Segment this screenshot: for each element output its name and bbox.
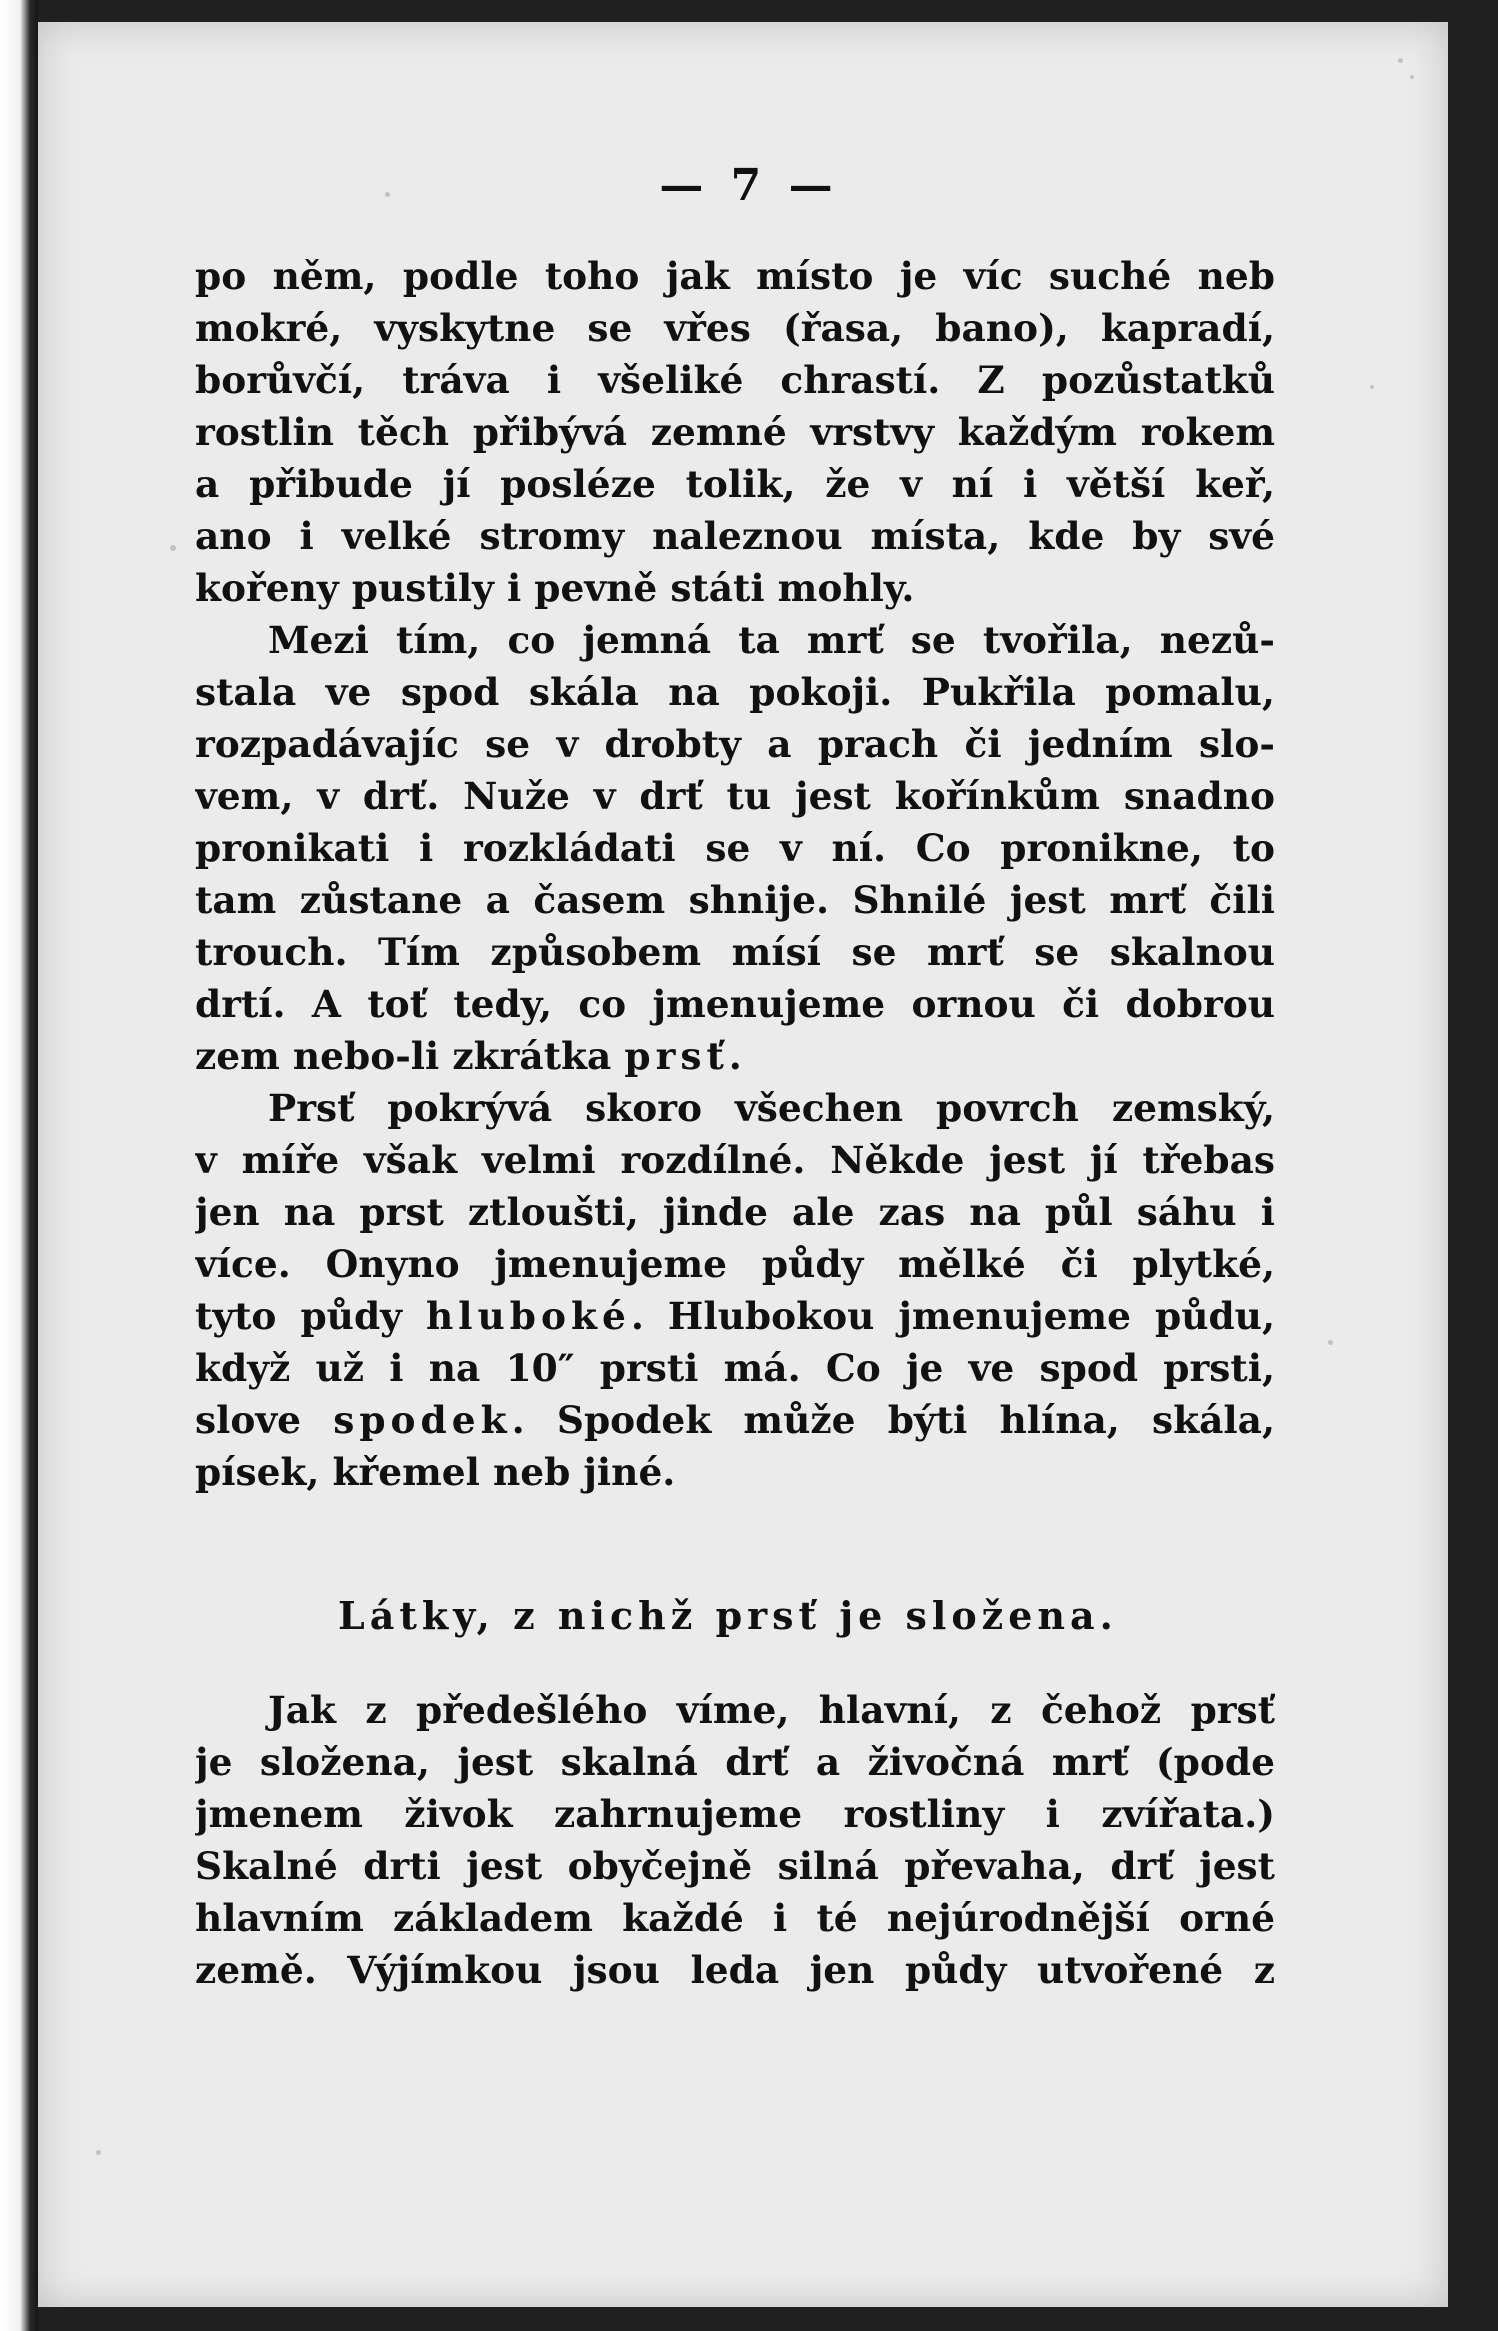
text-line [195,1290,1275,1342]
scan-speck [1398,58,1403,63]
emphasized-term: spodek [333,1398,512,1442]
text-line: tam zůstane a časem shnije. Shnilé jest mrť čili [195,878,1275,922]
text-line: když už i na 10″ prsti má. Co je ve spod prsti, [195,1346,1275,1390]
text-line: Prsť pokrývá skoro všechen povrch zemský, [268,1086,1275,1130]
text-line: trouch. Tím způsobem mísí se mrť se skalnou [195,930,1275,974]
text-fragment: tyto půdy [195,1294,426,1338]
scan-speck [1370,385,1374,389]
scan-speck [1328,1340,1333,1345]
text-line: Skalné drti jest obyčejně silná převaha, drť jest [195,1844,1275,1888]
emphasized-term: hluboké [425,1294,631,1338]
text-line: rostlin těch přibývá zemné vrstvy každým rokem [195,410,1275,454]
text-fragment: slove [195,1398,334,1442]
page-body [195,250,1275,1996]
text-line: Mezi tím, co jemná ta mrť se tvořila, nezů- [268,618,1275,662]
text-line: rozpadávajíc se v drobty a prach či jedním slo- [195,722,1275,766]
text-line: a přibude jí posléze tolik, že v ní i větší keř, [195,462,1275,506]
section-heading: Látky, z nichž prsť je složena. [338,1593,1118,1638]
book-spine-edge [0,0,38,2331]
text-fragment: . Hlubokou jmenujeme půdu, [630,1294,1275,1338]
text-line: vem, v drť. Nuže v drť tu jest kořínkům snadno [195,774,1275,818]
text-line: drtí. A toť tedy, co jmenujeme ornou či dobrou [195,982,1275,1026]
heading-gap [195,1646,1275,1684]
text-line: kořeny pustily i pevně státi mohly. [195,566,915,610]
text-line: Jak z předešlého víme, hlavní, z čehož prsť [268,1688,1275,1732]
text-line [195,1030,1275,1082]
text-line: ano i velké stromy naleznou místa, kde by své [195,514,1275,558]
page-number: — 7 — [659,160,839,211]
text-line: mokré, vyskytne se vřes (řasa, bano), kapradí, [195,306,1275,350]
scan-speck [96,2150,101,2155]
section-gap [195,1498,1275,1586]
text-fragment: zem nebo-li zkrátka [195,1034,625,1078]
text-line: po něm, podle toho jak místo je víc suché neb [195,254,1275,298]
text-line: borůvčí, tráva i všeliké chrastí. Z pozůstatků [195,358,1275,402]
text-line: jen na prst ztloušti, jinde ale zas na půl sáhu i [195,1190,1275,1234]
text-line: písek, křemel neb jiné. [195,1450,676,1494]
scan-speck [1410,75,1414,79]
text-line: pronikati i rozkládati se v ní. Co pronikne, to [195,826,1275,870]
text-line: země. Výjímkou jsou leda jen půdy utvořené z [195,1948,1275,1992]
scan-speck [385,192,390,197]
text-line [195,1394,1275,1446]
emphasized-term: prsť. [624,1034,747,1078]
text-line: stala ve spod skála na pokoji. Pukřila pomalu, [195,670,1275,714]
text-line: jmenem živok zahrnujeme rostliny i zvířata.) [195,1792,1275,1836]
text-line: více. Onyno jmenujeme půdy mělké či plytké, [195,1242,1275,1286]
text-line: hlavním základem každé i té nejúrodnější orné [195,1896,1275,1940]
text-line: v míře však velmi rozdílné. Někde jest jí třebas [195,1138,1275,1182]
text-fragment: . Spodek může býti hlína, skála, [511,1398,1275,1442]
scan-speck [170,545,176,551]
text-line: je složena, jest skalná drť a živočná mrť (pode [195,1740,1275,1784]
